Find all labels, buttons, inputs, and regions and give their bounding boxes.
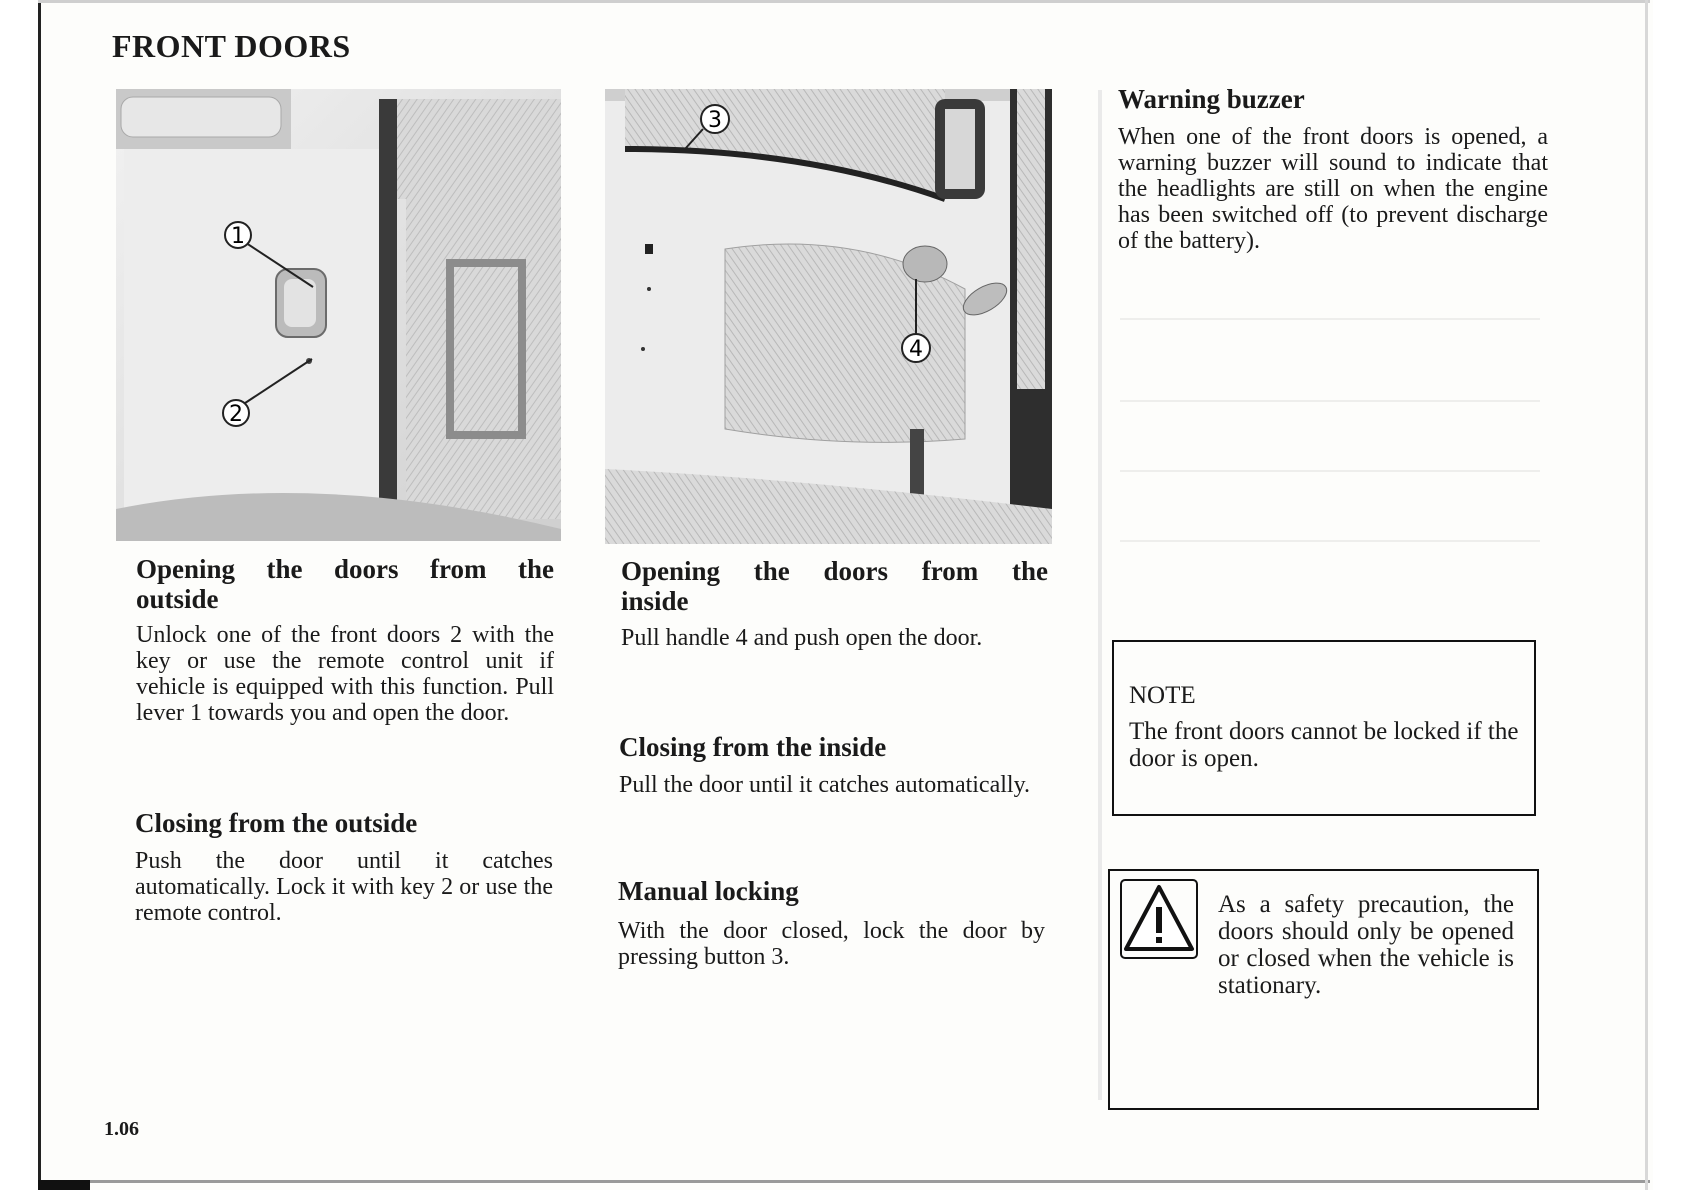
text-opening-inside: Pull handle 4 and push open the door. [621, 625, 983, 651]
heading-manual-locking: Manual locking [618, 876, 799, 906]
page-number: 1.06 [104, 1118, 139, 1140]
text-manual-locking: With the door closed, lock the door by pressing button 3. [618, 918, 1045, 970]
corner-mark [38, 1180, 90, 1190]
heading-opening-inside-line2: inside [621, 586, 689, 616]
heading-opening-inside [621, 556, 1048, 616]
page-top-edge [38, 0, 1650, 3]
heading-warning-buzzer: Warning buzzer [1118, 84, 1305, 114]
door-interior-photo [605, 89, 1052, 544]
text-closing-outside: Push the door until it catches automatically. Lock it with key 2 or use the remote control. [135, 848, 553, 926]
heading-opening-outside [136, 554, 554, 614]
callout-1-label: 1 [231, 224, 245, 249]
callout-2-label: 2 [229, 402, 243, 427]
warning-text: As a safety precaution, the doors should only be opened or closed when the vehicle is stationary. [1218, 891, 1514, 999]
text-warning-buzzer: When one of the front doors is opened, a warning buzzer will sound to indicate that the headlights are still on when the engine has been switched off (to prevent discharge of the battery). [1118, 124, 1548, 254]
callout-4-label: 4 [909, 337, 923, 362]
heading-opening-outside-line1: Opening the doors from the [136, 554, 554, 584]
text-opening-outside: Unlock one of the front doors 2 with the key or use the remote control unit if vehicle is equipped with this function. Pull lever 1 towards you and open the door. [136, 622, 554, 726]
door-exterior-photo [116, 89, 561, 541]
show-through-line [1120, 540, 1540, 542]
show-through-line [1120, 318, 1540, 320]
heading-closing-outside: Closing from the outside [135, 808, 418, 838]
callout-3-label: 3 [708, 108, 722, 133]
page-title: FRONT DOORS [112, 28, 351, 64]
heading-closing-inside: Closing from the inside [619, 732, 887, 762]
heading-opening-inside-line1: Opening the doors from the [621, 556, 1048, 586]
column-shadow [1098, 90, 1102, 1100]
note-title: NOTE [1129, 682, 1196, 709]
note-box [1112, 640, 1536, 816]
show-through-line [1120, 470, 1540, 472]
show-through-line [1120, 400, 1540, 402]
warning-box [1108, 869, 1539, 1110]
page-bottom-edge [38, 1180, 1650, 1183]
heading-opening-outside-line2: outside [136, 584, 219, 614]
note-text: The front doors cannot be locked if the door is open. [1129, 718, 1519, 772]
text-closing-inside: Pull the door until it catches automatically. [619, 772, 1031, 798]
page-right-edge [1645, 0, 1648, 1190]
warning-triangle-icon [1120, 879, 1198, 959]
